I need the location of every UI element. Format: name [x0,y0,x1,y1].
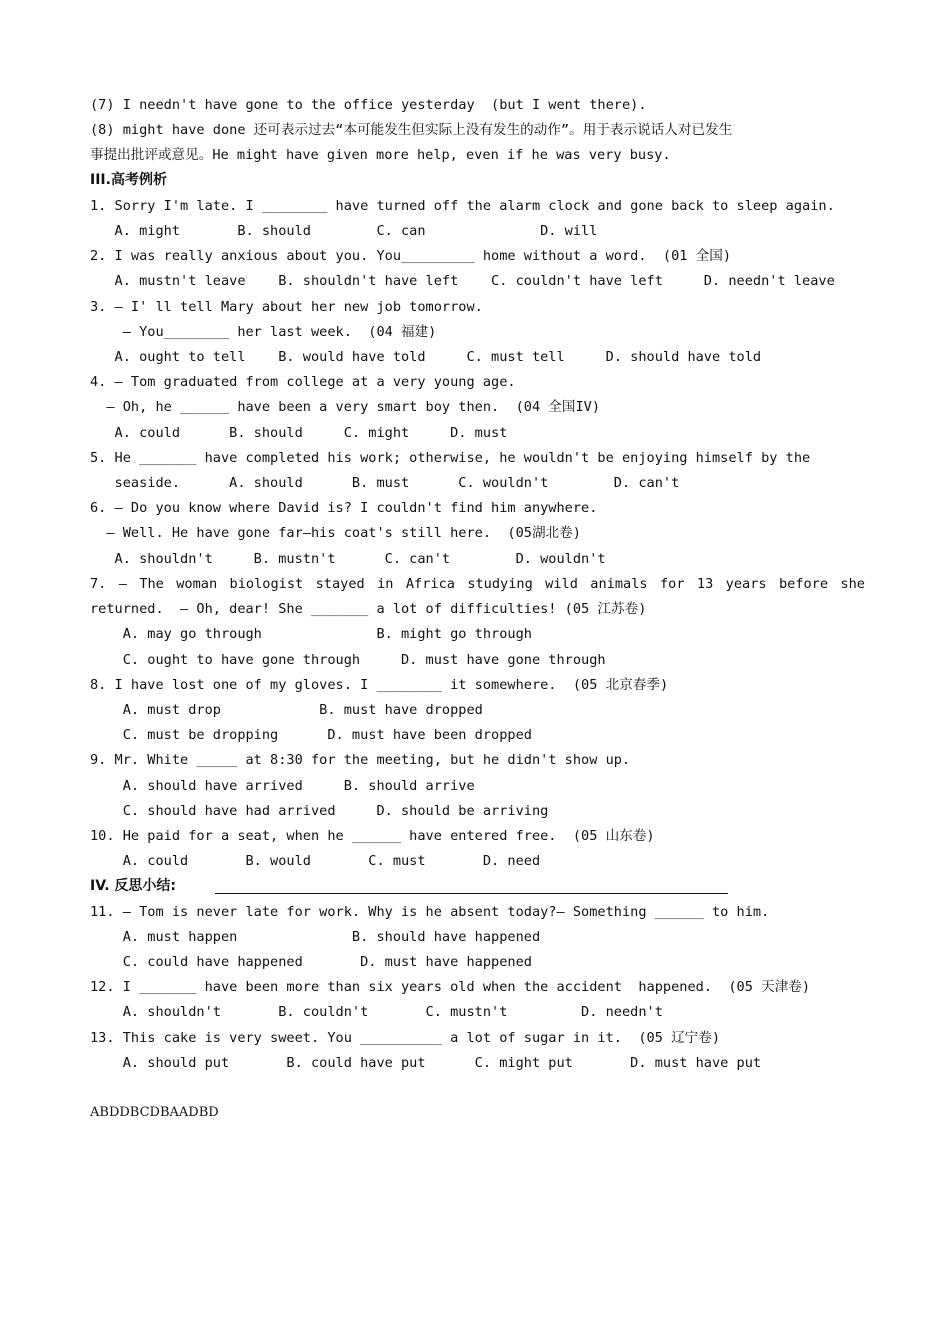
q12-stem: 12. I _______ have been more than six years old when the accident happened. (05 天津卷) [90,979,811,995]
q2-options: A. mustn't leave B. shouldn't have left C. couldn't have left D. needn't leave [90,273,835,289]
q7-options-2: C. ought to have gone through D. must have gone through [90,652,606,668]
q5-stem: 5. He _______ have completed his work; otherwise, he wouldn't be enjoying himself by the [90,450,811,466]
answer-key: ABDDBCDBAADBD [90,1105,219,1120]
section-4-heading: IV. 反思小结: [90,878,177,894]
q8-options-2: C. must be dropping D. must have been dropped [90,727,532,743]
q9-options-2: C. should have had arrived D. should be arriving [90,803,549,819]
q13-stem: 13. This cake is very sweet. You __________ a lot of sugar in it. (05 辽宁卷) [90,1030,721,1046]
q11-options-2: C. could have happened D. must have happened [90,954,532,970]
q6-stem: 6. — Do you know where David is? I couldn't find him anywhere. [90,500,598,516]
section-3-heading: III.高考例析 [90,172,167,188]
q12-options: A. shouldn't B. couldn't C. mustn't D. needn't [90,1004,663,1020]
q9-stem: 9. Mr. White _____ at 8:30 for the meeting, but he didn't show up. [90,752,631,768]
q4-stem-2: — Oh, he ______ have been a very smart boy then. (04 全国IV) [90,399,601,415]
q6-options: A. shouldn't B. mustn't C. can't D. wouldn't [90,551,606,567]
q13-options: A. should put B. could have put C. might put D. must have put [90,1055,762,1071]
note-8-line1: (8) might have done 还可表示过去“本可能发生但实际上没有发生的动作”。用于表示说话人对已发生 [90,122,733,138]
q3-stem: 3. — I' ll tell Mary about her new job tomorrow. [90,299,483,315]
q11-options-1: A. must happen B. should have happened [90,929,541,945]
q7-stem: 7. — The woman biologist stayed in Africa studying wild animals for 13 years before she [90,576,865,592]
q11-stem: 11. — Tom is never late for work. Why is he absent today?— Something ______ to him. [90,904,770,920]
q6-stem-2: — Well. He have gone far—his coat's still here. (05湖北卷) [90,525,581,541]
q10-options: A. could B. would C. must D. need [90,853,541,869]
q10-stem: 10. He paid for a seat, when he ______ have entered free. (05 山东卷) [90,828,655,844]
note-7: (7) I needn't have gone to the office yesterday (but I went there). [90,97,647,113]
q7-stem-2: returned. — Oh, dear! She _______ a lot of difficulties! (05 江苏卷) [90,601,647,617]
note-8-line2: 事提出批评或意见。He might have given more help, even if he was very busy. [90,147,671,163]
q2-stem: 2. I was really anxious about you. You_________ home without a word. (01 全国) [90,248,731,264]
q3-stem-2: — You________ her last week. (04 福建) [90,324,437,340]
q4-options: A. could B. should C. might D. must [90,425,508,441]
q9-options-1: A. should have arrived B. should arrive [90,778,475,794]
q8-stem: 8. I have lost one of my gloves. I ________ it somewhere. (05 北京春季) [90,677,669,693]
q8-options-1: A. must drop B. must have dropped [90,702,483,718]
q5-stem-2: seaside. A. should B. must C. wouldn't D. can't [90,475,680,491]
q3-options: A. ought to tell B. would have told C. must tell D. should have told [90,349,762,365]
q1-options: A. might B. should C. can D. will [90,223,598,239]
q7-options-1: A. may go through B. might go through [90,626,532,642]
q1-stem: 1. Sorry I'm late. I ________ have turned off the alarm clock and gone back to sleep again. [90,198,835,214]
q4-stem: 4. — Tom graduated from college at a very young age. [90,374,516,390]
reflection-blank-line [215,893,728,894]
